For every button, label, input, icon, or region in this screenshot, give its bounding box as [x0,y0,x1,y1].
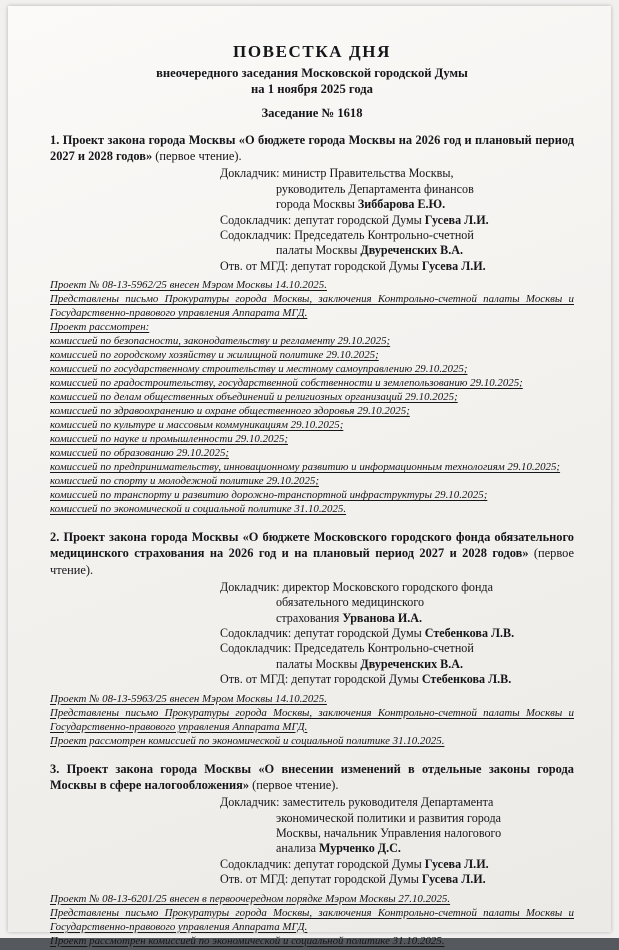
note-line: комиссией по экономической и социальной политике 31.10.2025. [50,503,347,516]
role-line: Содокладчик: Председатель Контрольно-счетной [220,228,474,243]
agenda-item-1-notes [50,278,574,516]
role-line: города Москвы Зиббарова Е.Ю. [276,197,446,212]
agenda-item-3-notes [50,892,574,948]
note-line: комиссией по спорту и молодежной политике 29.10.2025; [50,475,319,488]
role-line: палаты Москвы Двуреченских В.А. [276,656,464,671]
document-subtitle-line-2: на 1 ноября 2025 года [251,82,373,96]
role-line: Отв. от МГД: депутат городской Думы Гусева Л.И. [220,258,486,273]
paper-sheet [8,6,611,947]
note-line: комиссией по транспорту и развитию дорожно-транспортной инфраструктуры 29.10.2025; [50,489,488,502]
role-line: Содокладчик: Председатель Контрольно-счетной [220,641,474,656]
note-line: комиссией по делам общественных объединений и религиозных организаций 29.10.2025; [50,391,458,404]
agenda-item-2-heading [50,529,574,578]
document-title: ПОВЕСТКА ДНЯ [233,42,391,61]
role-line: Содокладчик: депутат городской Думы Стебенкова Л.В. [220,626,515,641]
role-line: Докладчик: министр Правительства Москвы, [220,166,454,181]
note-line: комиссией по предпринимательству, инновационному развитию и информационным технологиям 29.10.2025; [50,461,561,474]
role-line: экономической политики и развития города [276,810,502,825]
agenda-item-2 [50,529,574,747]
note-line: Проект № 08-13-6201/25 внесен в первоочередном порядке Мэром Москвы 27.10.2025. [50,892,451,905]
agenda-item-2-title-tail: (первое чтение). [50,546,574,577]
note-line: комиссией по градостроительству, государственной собственности и землепользованию 29.10.2025; [50,377,523,390]
agenda-item-3-roles [220,795,574,887]
document-subtitle-line-1: внеочередного заседания Московской городской Думы [156,66,468,80]
note-line: Проект № 08-13-5962/25 внесен Мэром Москвы 14.10.2025. [50,279,327,292]
role-line: Содокладчик: депутат городской Думы Гусева Л.И. [220,856,489,871]
agenda-item-1-title-tail: (первое чтение). [152,149,242,164]
agenda-item-2-notes [50,692,574,748]
document-body [50,42,574,950]
role-line: анализа Мурченко Д.С. [276,841,401,856]
agenda-item-3-title-tail: (первое чтение). [249,777,339,792]
role-line: палаты Москвы Двуреченских В.А. [276,243,464,258]
note-line: комиссией по безопасности, законодательству и регламенту 29.10.2025; [50,335,391,348]
role-line: руководитель Департамента финансов [276,181,474,196]
agenda-item-1 [50,132,574,516]
role-line: Отв. от МГД: депутат городской Думы Гусева Л.И. [220,872,486,887]
role-line: Отв. от МГД: депутат городской Думы Стебенкова Л.В. [220,672,512,687]
note-line: комиссией по науке и промышленности 29.10.2025; [50,433,288,446]
agenda-item-3-number: 3. [50,761,60,776]
role-line: Докладчик: директор Московского городского фонда [220,579,493,594]
note-line: Представлены письмо Прокуратуры города Москвы, заключения Контрольно-счетной палаты Москвы и Государственно-правового управления Аппарата МГД. [50,293,574,320]
agenda-item-1-roles [220,166,574,274]
agenda-item-2-roles [220,580,574,688]
role-line: страхования Урванова И.А. [276,610,423,625]
agenda-item-2-title: Проект закона города Москвы «О бюджете Московского городского фонда обязательного медицинского страхования на 2026 год и на плановый период 2027 и 2028 годов» [50,530,574,561]
note-line: Проект № 08-13-5963/25 внесен Мэром Москвы 14.10.2025. [50,692,327,705]
agenda-item-1-number: 1. [50,133,60,147]
note-line: Проект рассмотрен комиссией по экономической и социальной политике 31.10.2025. [50,934,445,947]
note-line: Представлены письмо Прокуратуры города Москвы, заключения Контрольно-счетной палаты Москвы и Государственно-правового управления Аппарата МГД. [50,906,574,933]
agenda-item-1-title: Проект закона города Москвы «О бюджете города Москвы на 2026 год и плановый период 2027 и 2028 годов» [50,133,574,164]
agenda-item-3-heading [50,761,574,793]
agenda-item-1-heading [50,132,574,164]
note-line: комиссией по государственному строительству и местному самоуправлению 29.10.2025; [50,363,468,376]
note-line: комиссией по здравоохранению и охране общественного здоровья 29.10.2025; [50,405,410,418]
agenda-item-3-title: Проект закона города Москвы «О внесении изменений в отдельные законы города Москвы в сфере налогообложения» [50,761,574,792]
note-line: Проект рассмотрен комиссией по экономической и социальной политике 31.10.2025. [50,734,445,747]
agenda-item-3 [50,761,574,948]
note-line: Представлены письмо Прокуратуры города Москвы, заключения Контрольно-счетной палаты Москвы и Государственно-правового управления Аппарата МГД. [50,706,574,733]
agenda-item-2-number: 2. [50,530,60,545]
role-line: обязательного медицинского [276,595,425,610]
role-line: Докладчик: заместитель руководителя Департамента [220,795,494,810]
role-line: Москвы, начальник Управления налогового [276,825,502,840]
note-line: комиссией по городскому хозяйству и жилищной политике 29.10.2025; [50,349,379,362]
role-line: Содокладчик: депутат городской Думы Гусева Л.И. [220,212,489,227]
note-line: комиссией по образованию 29.10.2025; [50,447,230,460]
note-line: комиссией по культуре и массовым коммуникациям 29.10.2025; [50,419,344,432]
session-number: Заседание № 1618 [261,106,363,120]
note-line: Проект рассмотрен: [50,321,150,334]
